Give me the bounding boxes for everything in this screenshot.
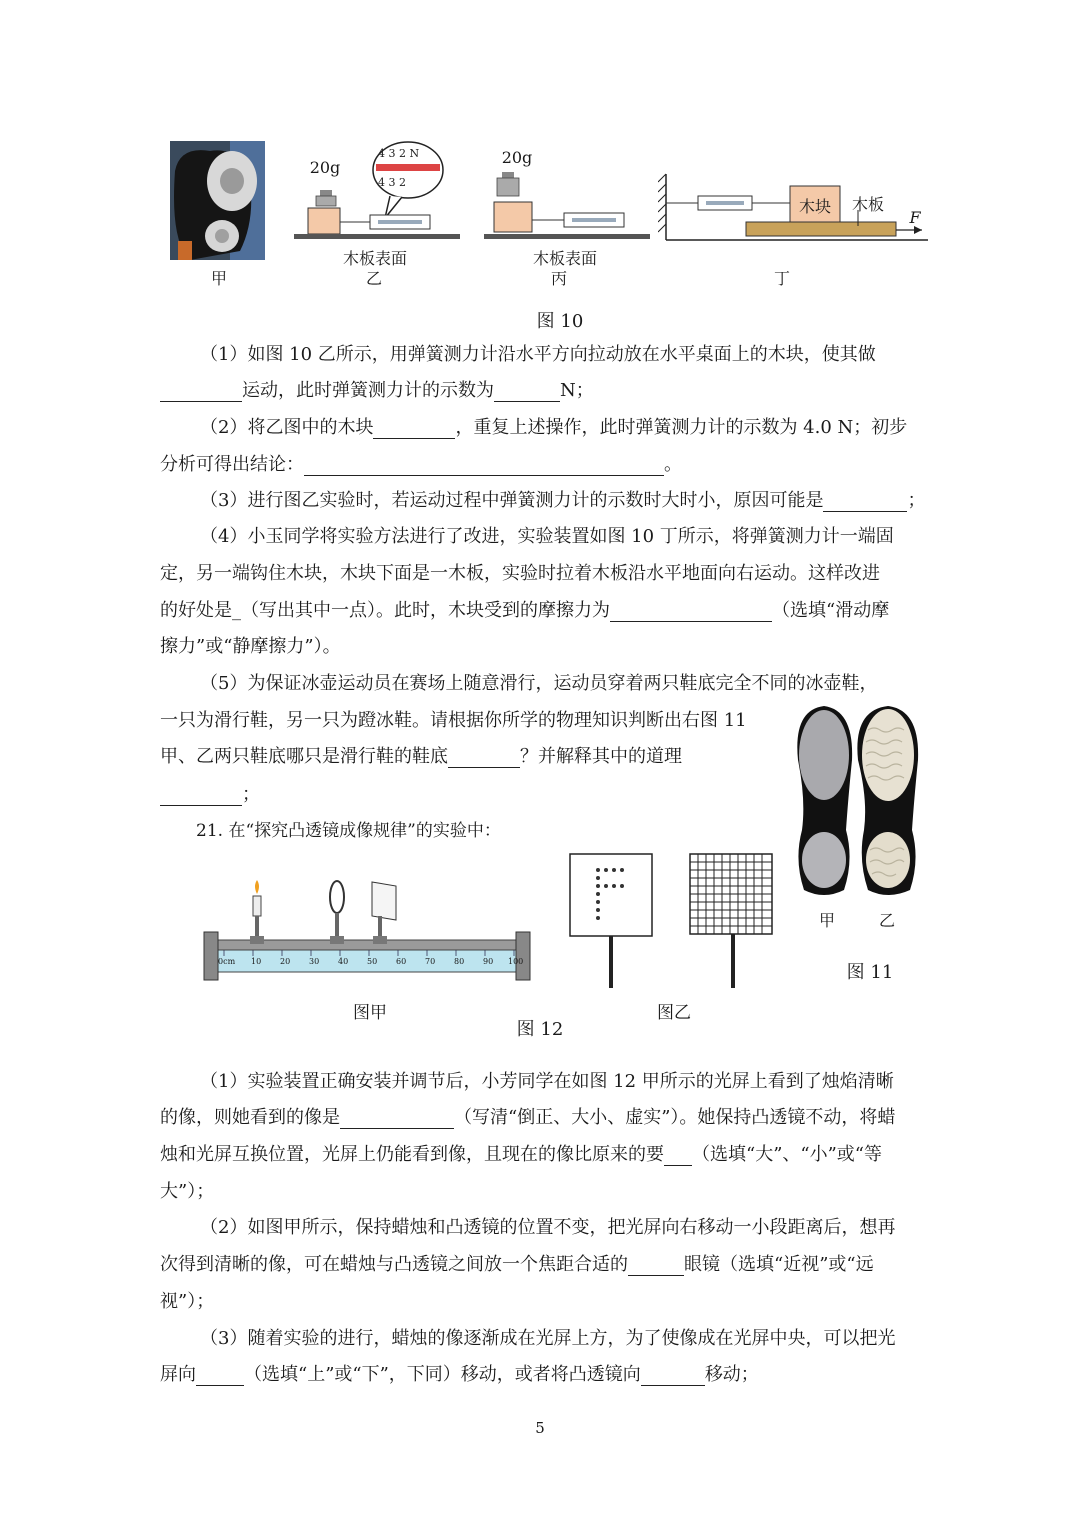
- q21-p1-line1: [200, 1071, 894, 1093]
- ruler-tick-90: 90: [483, 957, 494, 966]
- q21-p3-text-d: 移动；: [704, 1364, 759, 1385]
- ruler-tick-80: 80: [454, 957, 465, 966]
- ruler-tick-10: 10: [251, 957, 262, 966]
- q20-p5-text-a: 为保证冰壶运动员在赛场上随意滑行，运动员穿着两只鞋底完全不同的冰壶鞋，: [247, 673, 878, 694]
- q20-p2-blank2[interactable]: [304, 457, 664, 476]
- fig10-yi-diagram: [290, 140, 462, 248]
- q21-p3-text-c: （选填“上”或“下”，下同）移动，或者将凸透镜向: [244, 1364, 641, 1385]
- q20-p4-text-a: 小玉同学将实验方法进行了改进，实验装置如图 10 丁所示，将弹簧测力计一端固: [247, 526, 894, 547]
- q20-p4-text-b: 定，另一端钩住木块，木块下面是一木板，实验时拉着木板沿水平地面向右运动。这样改进: [160, 563, 880, 584]
- q21-p3-text-a: 随着实验的进行，蜡烛的像逐渐成在光屏上方，为了使像成在光屏中央，可以把光: [247, 1328, 896, 1349]
- ruler-tick-50: 50: [367, 957, 378, 966]
- q20-p5-blank2[interactable]: [160, 787, 242, 806]
- fig12-label-jia: 图甲: [353, 1003, 387, 1023]
- q21-p1-blank1[interactable]: [340, 1110, 454, 1129]
- q21-p3-num: （3）: [200, 1328, 248, 1349]
- q21-p1-blank2[interactable]: [664, 1147, 692, 1166]
- q20-p4-line4: [160, 636, 341, 658]
- q21-p1-num: （1）: [200, 1071, 248, 1092]
- ruler-tick-30: 30: [309, 957, 320, 966]
- q20-p4-text-d: （选填“滑动摩: [772, 600, 890, 621]
- fig10-label-ding: 丁: [773, 269, 790, 288]
- ruler-tick-60: 60: [396, 957, 407, 966]
- q21-p2-num: （2）: [200, 1217, 248, 1238]
- fig11-label-yi: 乙: [878, 911, 895, 930]
- q20-p4-blank[interactable]: [610, 603, 772, 622]
- fig11-shoe-soles: [788, 700, 924, 900]
- fig11-caption: 图 11: [846, 962, 894, 983]
- q20-p5-num: （5）: [200, 673, 248, 694]
- fig10-label-bing: 丙: [550, 269, 567, 288]
- q20-p3-text-a: 进行图乙实验时，若运动过程中弹簧测力计的示数时大时小，原因可能是: [247, 490, 824, 511]
- q20-p5-line4: [160, 784, 260, 806]
- q20-p1-text-c: N；: [560, 380, 594, 401]
- q21-p3-line2: [160, 1364, 759, 1386]
- q21-p1-text-e: （选填“大”、“小”或“等: [692, 1144, 883, 1165]
- q21-p3-blank1[interactable]: [196, 1367, 244, 1386]
- fig10-force-label: F: [909, 208, 921, 227]
- q21-p1-text-b: 的像，则她看到的像是: [160, 1107, 340, 1128]
- fig10-surface-yi: 木板表面: [342, 249, 407, 268]
- q21-p1-text-a: 实验装置正确安装并调节后，小芳同学在如图 12 甲所示的光屏上看到了烛焰清晰: [247, 1071, 894, 1092]
- q20-p1-blank2[interactable]: [494, 383, 560, 402]
- q20-p1-text-b: 运动，此时弹簧测力计的示数为: [242, 380, 494, 401]
- q21-p1-text-f: 大”）；: [160, 1181, 215, 1202]
- q20-p1-text-a: 如图 10 乙所示，用弹簧测力计沿水平方向拉动放在水平桌面上的木块，使其做: [247, 344, 876, 365]
- q20-p2-num: （2）: [200, 417, 248, 438]
- q20-p2-text-b: ，重复上述操作，此时弹簧测力计的示数为 4.0 N；初步: [455, 417, 908, 438]
- fig10-block-label: 木块: [798, 197, 831, 216]
- q20-p5-text-d: ？并解释其中的道理: [520, 746, 682, 767]
- q21-p2-text-a: 如图甲所示，保持蜡烛和凸透镜的位置不变，把光屏向右移动一小段距离后，想再: [247, 1217, 896, 1238]
- q21-p2-line1: [200, 1217, 895, 1239]
- svg-text:4 3 2 N: 4 3 2 N: [378, 147, 420, 160]
- q21-p2-text-d: 视”）；: [160, 1291, 215, 1312]
- fig10-label-jia: 甲: [210, 269, 227, 288]
- fig10-mass-bing: 20g: [501, 148, 533, 167]
- fig10-label-yi: 乙: [365, 269, 382, 288]
- q20-p3-blank[interactable]: [823, 493, 907, 512]
- q20-p5-line3: [160, 746, 682, 768]
- q20-p4-line1: [200, 526, 894, 548]
- q21-p3-line1: [200, 1328, 895, 1350]
- q20-p4-text-c: 的好处是_（写出其中一点）。此时，木块受到的摩擦力为: [160, 600, 610, 621]
- fig10-mass-yi: 20g: [309, 158, 341, 177]
- q20-p3-text-b: ；: [907, 490, 926, 511]
- q21-p1-line2: [160, 1107, 895, 1129]
- fig10-surface-bing: 木板表面: [532, 249, 597, 268]
- fig12-label-yi: 图乙: [657, 1003, 691, 1023]
- q20-p1-num: （1）: [200, 344, 248, 365]
- ruler-tick-20: 20: [280, 957, 291, 966]
- q20-p5-line2: [160, 710, 747, 732]
- q21-p1-text-c: （写清“倒正、大小、虚实”）。她保持凸透镜不动，将蜡: [454, 1107, 896, 1128]
- svg-text:4 3 2: 4 3 2: [378, 176, 406, 189]
- fig12-caption: 图 12: [516, 1019, 564, 1040]
- q20-p5-text-c: 甲、乙两只鞋底哪只是滑行鞋的鞋底: [160, 746, 448, 767]
- fig12-yi-screens: [568, 852, 774, 992]
- fig10-board-label: 木板: [851, 195, 884, 214]
- q21-p1-line3: [160, 1144, 882, 1166]
- q20-p5-text-b: 一只为滑行鞋，另一只为蹬冰鞋。请根据你所学的物理知识判断出右图 11: [160, 710, 747, 731]
- ruler-tick-70: 70: [425, 957, 436, 966]
- q20-p2-text-d: 。: [664, 454, 682, 475]
- fig12-ruler-labels: [218, 957, 528, 969]
- q20-p2-text-a: 将乙图中的木块: [247, 417, 374, 438]
- fig11-label-jia: 甲: [818, 911, 835, 930]
- fig10-bing-diagram: [480, 168, 652, 248]
- q20-p3-num: （3）: [200, 490, 248, 511]
- q20-p2-text-c: 分析可得出结论：: [160, 454, 304, 475]
- q20-p5-text-e: ；: [242, 784, 260, 805]
- fig10-jia-photo: [170, 141, 265, 260]
- q20-p4-text-e: 擦力”或“静摩擦力”）。: [160, 636, 341, 657]
- q20-p5-line1: [200, 673, 877, 695]
- q20-p1-line1: [200, 344, 876, 366]
- q21-p1-text-d: 烛和光屏互换位置，光屏上仍能看到像，且现在的像比原来的要: [160, 1144, 664, 1165]
- q20-p1-blank1[interactable]: [160, 383, 242, 402]
- q20-p4-line2: [160, 563, 880, 585]
- q21-p2-blank[interactable]: [628, 1257, 684, 1276]
- q20-p2-line2: [160, 454, 682, 476]
- q20-p3-line1: [200, 490, 925, 512]
- ruler-tick-100: 100: [508, 957, 524, 966]
- q20-p2-blank1[interactable]: [373, 420, 455, 439]
- q20-p4-line3: [160, 600, 889, 622]
- ruler-tick-40: 40: [338, 957, 349, 966]
- fig10-caption: 图 10: [536, 311, 584, 332]
- q21-p1-line4: [160, 1181, 214, 1203]
- q21-p2-text-b: 次得到清晰的像，可在蜡烛与凸透镜之间放一个焦距合适的: [160, 1254, 628, 1275]
- q21-p2-text-c: 眼镜（选填“近视”或“远: [684, 1254, 874, 1275]
- q21-p3-text-b: 屏向: [160, 1364, 196, 1385]
- q20-p4-num: （4）: [200, 526, 248, 547]
- q21-p3-blank2[interactable]: [641, 1367, 705, 1386]
- q20-p1-line2: [160, 380, 594, 402]
- q21-title: 21. 在“探究凸透镜成像规律”的实验中：: [196, 821, 501, 841]
- page-number: 5: [535, 1419, 545, 1437]
- q20-p5-blank1[interactable]: [448, 749, 520, 768]
- q21-p2-line2: [160, 1254, 874, 1276]
- ruler-tick-0: 0cm: [218, 957, 236, 966]
- q21-p2-line3: [160, 1291, 214, 1313]
- q20-p2-line1: [200, 417, 907, 439]
